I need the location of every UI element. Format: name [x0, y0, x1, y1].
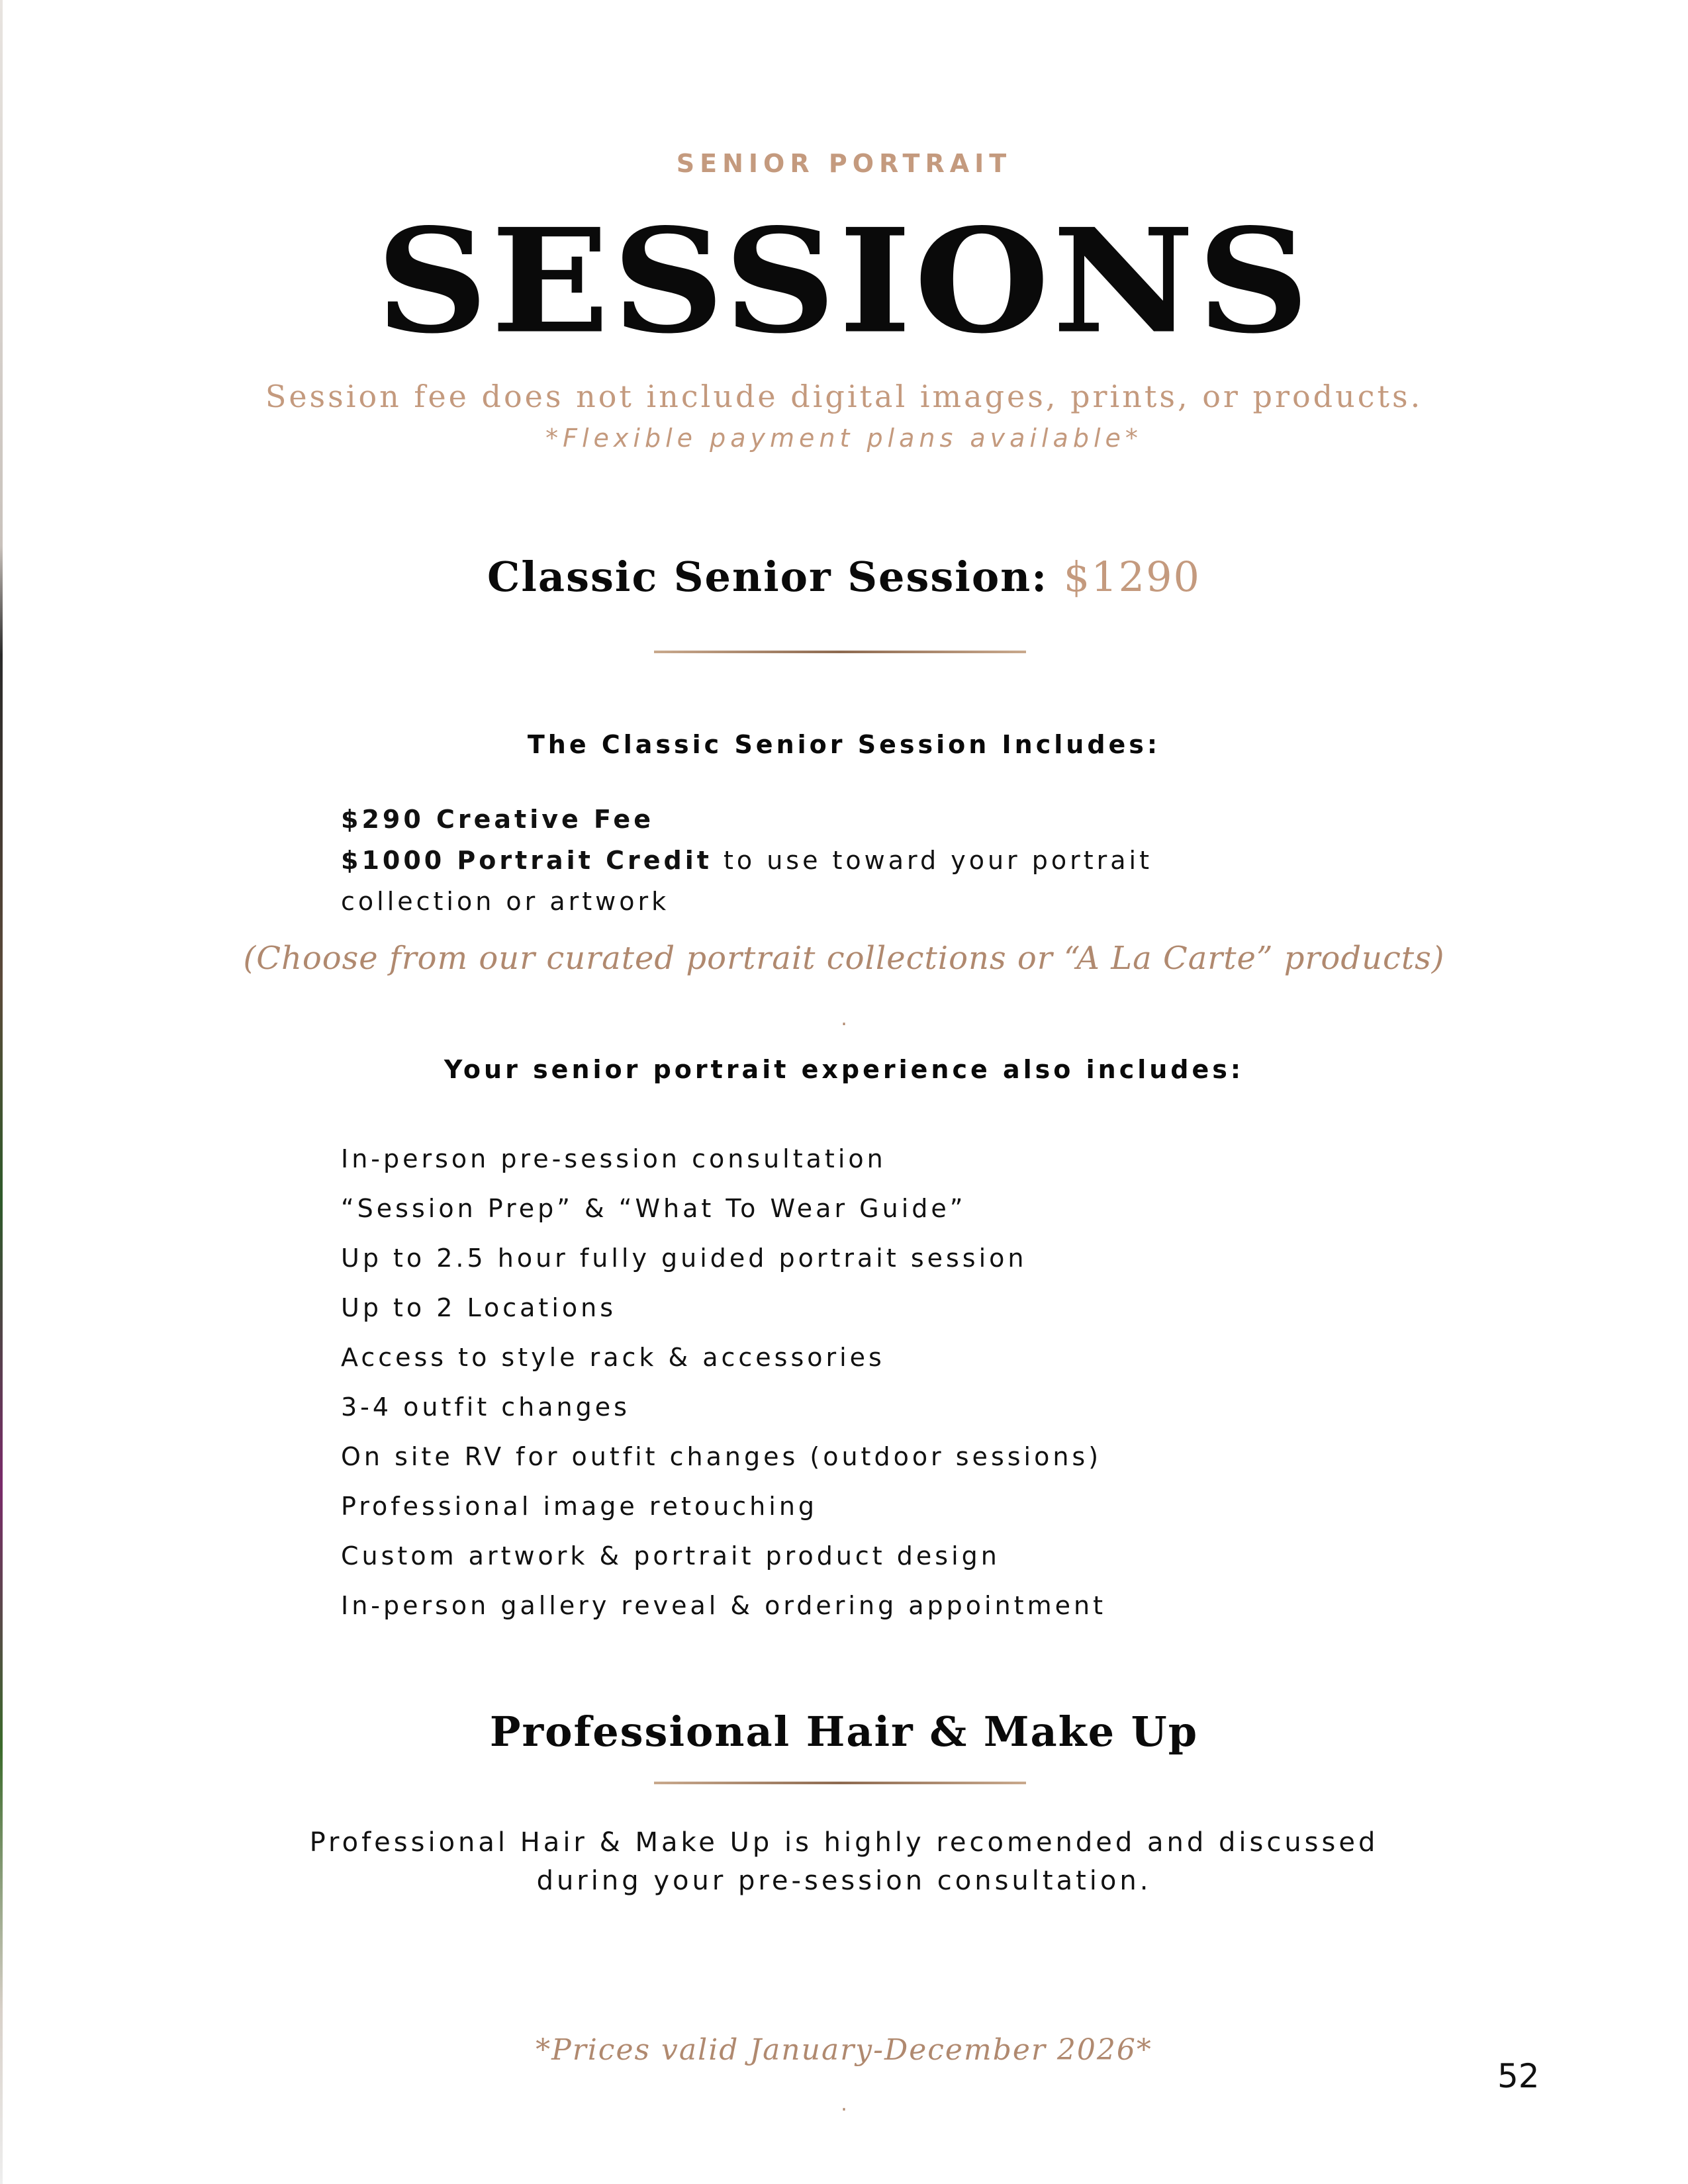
list-item: Up to 2.5 hour fully guided portrait session: [341, 1244, 1027, 1273]
page-title: SESSIONS: [375, 197, 1313, 365]
divider-rule: [654, 1782, 1026, 1784]
separator-dot: .: [841, 1007, 847, 1030]
classic-session-price: $1290: [1063, 553, 1201, 601]
list-item: In-person gallery reveal & ordering appointment: [341, 1591, 1106, 1620]
hair-makeup-line-2: during your pre-session consultation.: [536, 1866, 1152, 1896]
experience-heading: Your senior portrait experience also includes:: [444, 1055, 1244, 1084]
portrait-credit-line-2: collection or artwork: [341, 887, 670, 916]
list-item: 3-4 outfit changes: [341, 1392, 630, 1422]
creative-fee-line: $290 Creative Fee: [341, 805, 654, 834]
classic-session-heading: [0, 553, 1688, 601]
list-item: Up to 2 Locations: [341, 1293, 617, 1322]
collections-note: (Choose from our curated portrait collections or “A La Carte” products): [243, 940, 1445, 977]
includes-heading: The Classic Senior Session Includes:: [527, 730, 1161, 759]
list-item: Professional image retouching: [341, 1492, 818, 1521]
price-validity-note: *Prices valid January-December 2026*: [536, 2033, 1152, 2067]
payment-plan-note: *Flexible payment plans available*: [545, 424, 1143, 453]
portrait-credit-line: [341, 840, 1466, 881]
eyebrow-label: SENIOR PORTRAIT: [676, 149, 1012, 178]
list-item: On site RV for outfit changes (outdoor sessions): [341, 1442, 1102, 1471]
portrait-credit-text: to use toward your portrait: [712, 846, 1152, 875]
hair-makeup-heading: Professional Hair & Make Up: [489, 1707, 1199, 1756]
list-item: In-person pre-session consultation: [341, 1144, 886, 1173]
divider-rule: [654, 651, 1026, 653]
list-item: “Session Prep” & “What To Wear Guide”: [341, 1194, 966, 1223]
list-item: Access to style rack & accessories: [341, 1343, 885, 1372]
experience-list: [341, 1140, 1466, 1637]
session-fee-note: Session fee does not include digital images, prints, or products.: [265, 379, 1423, 414]
hair-makeup-description: [0, 1823, 1688, 1900]
page-number: 52: [1497, 2057, 1540, 2095]
list-item: Custom artwork & portrait product design: [341, 1541, 1000, 1570]
hair-makeup-line-1: Professional Hair & Make Up is highly recomended and discussed: [309, 1827, 1379, 1858]
footer-dot: .: [841, 2093, 847, 2116]
classic-session-title: Classic Senior Session:: [487, 553, 1049, 601]
classic-includes-list: [341, 799, 1466, 922]
portrait-credit-bold: $1000 Portrait Credit: [341, 846, 712, 875]
